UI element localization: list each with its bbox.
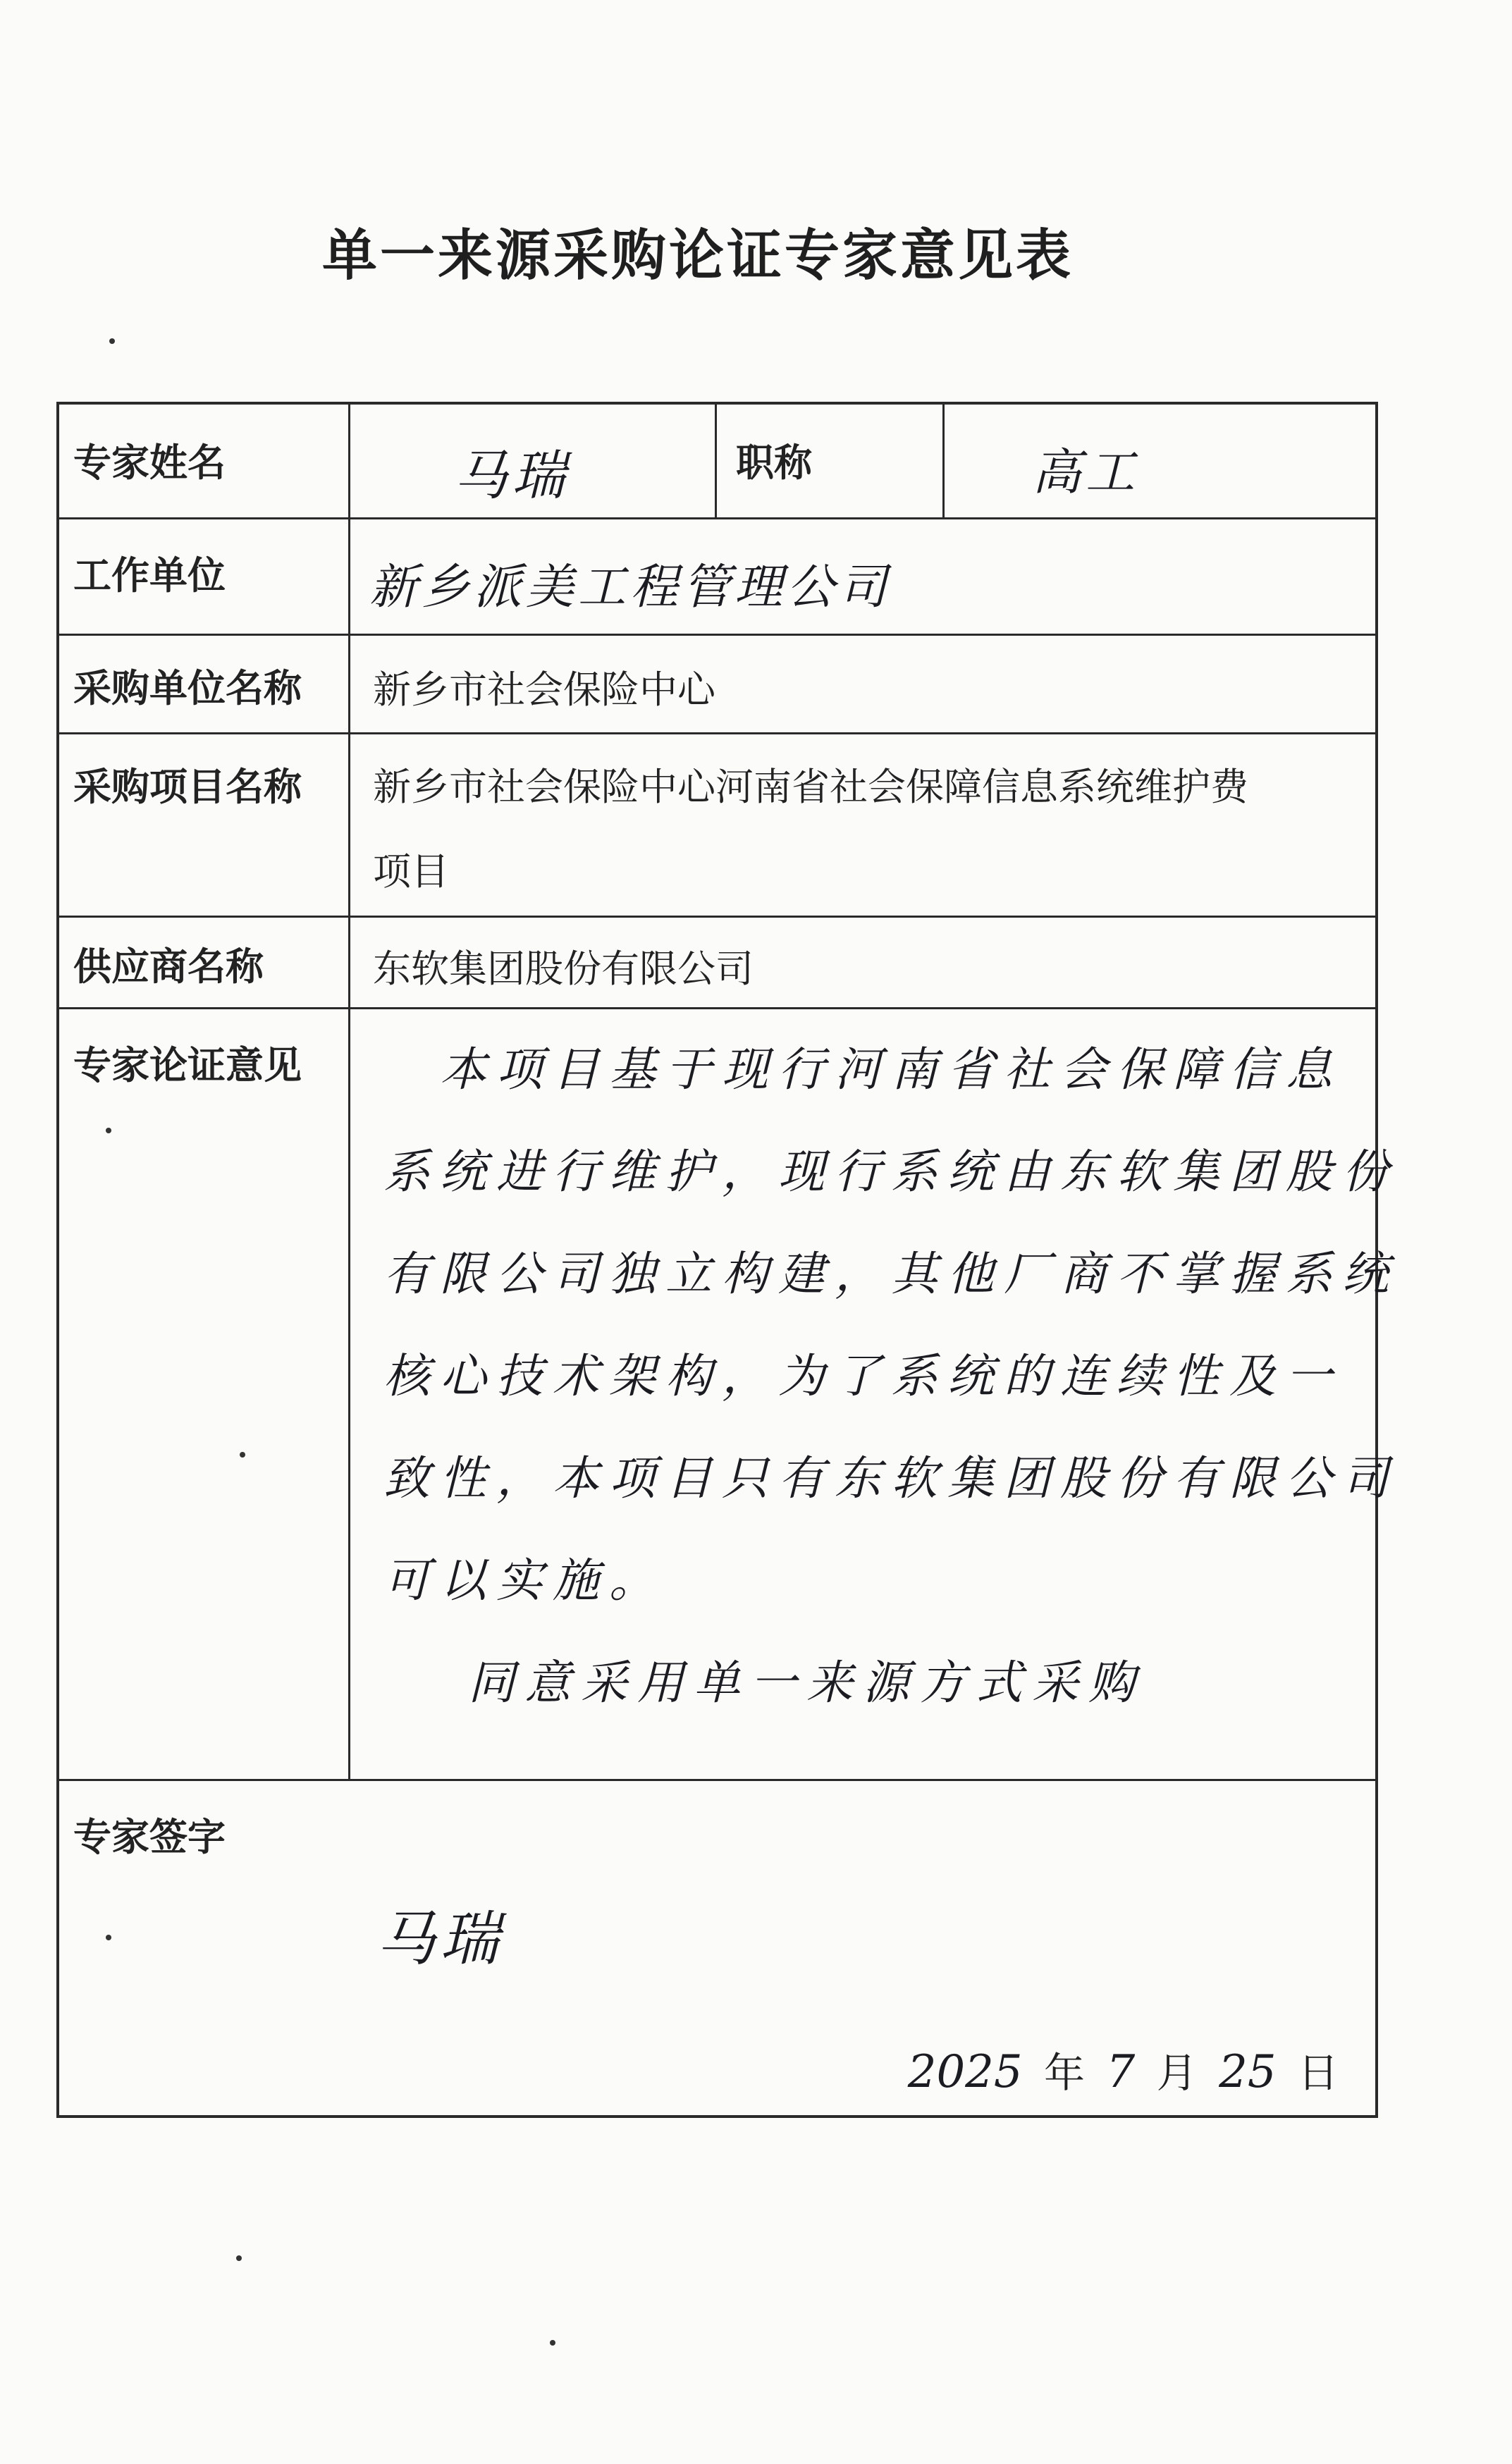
project-label: 采购项目名称 [73,765,302,809]
date-year-unit: 年 [1044,2049,1086,2097]
project-value-line1: 新乡市社会保险中心河南省社会保障信息系统维护费 [373,765,1248,809]
row-divider [59,634,1375,636]
job-title-handwritten: 高工 [1032,443,1139,501]
scan-speck [106,1935,111,1940]
work-unit-label: 工作单位 [73,553,226,598]
scan-speck [109,338,115,344]
column-divider [348,405,350,1779]
page-title: 单一来源采购论证专家意见表 [321,224,1074,288]
opinion-line-4: 核心技术架构，为了系统的连续性及一 [383,1349,1342,1403]
work-unit-handwritten: 新乡派美工程管理公司 [369,560,892,615]
scan-speck [550,2340,555,2346]
row-divider [59,732,1375,734]
row-divider [59,517,1375,519]
row-divider [59,916,1375,918]
date-year: 2025 [907,2046,1023,2098]
purchaser-value: 新乡市社会保险中心 [373,667,715,712]
opinion-line-3: 有限公司独立构建，其他厂商不掌握系统 [383,1247,1399,1301]
column-divider [942,405,945,517]
supplier-label: 供应商名称 [73,944,264,989]
expert-opinion-form [56,402,1399,2118]
project-value-line2: 项目 [373,849,449,894]
purchaser-label: 采购单位名称 [73,666,302,710]
opinion-line-7: 同意采用单一来源方式采购 [468,1656,1145,1710]
opinion-line-1: 本项目基于现行河南省社会保障信息 [440,1042,1342,1097]
opinion-line-6: 可以实施。 [383,1553,665,1608]
row-divider [59,1779,1375,1781]
date-month-unit: 月 [1156,2049,1198,2097]
signature-label: 专家签字 [73,1815,226,1859]
scan-speck [106,1128,111,1133]
row-divider [59,1007,1375,1009]
signature-handwritten: 马瑞 [376,1904,504,1973]
date-day: 25 [1219,2046,1277,2098]
column-divider [715,405,717,517]
date-month: 7 [1106,2046,1136,2098]
expert-name-label: 专家姓名 [73,441,226,485]
supplier-value: 东软集团股份有限公司 [373,947,754,991]
opinion-label: 专家论证意见 [73,1043,302,1088]
signature-date [908,2040,1347,2099]
opinion-line-5: 致性，本项目只有东软集团股份有限公司 [383,1451,1399,1505]
scan-speck [240,1452,245,1458]
expert-name-handwritten: 马瑞 [454,444,570,507]
opinion-line-2: 系统进行维护，现行系统由东软集团股份 [383,1145,1399,1199]
date-day-unit: 日 [1297,2049,1339,2097]
scan-speck [236,2255,242,2261]
job-title-label: 职称 [736,441,812,485]
